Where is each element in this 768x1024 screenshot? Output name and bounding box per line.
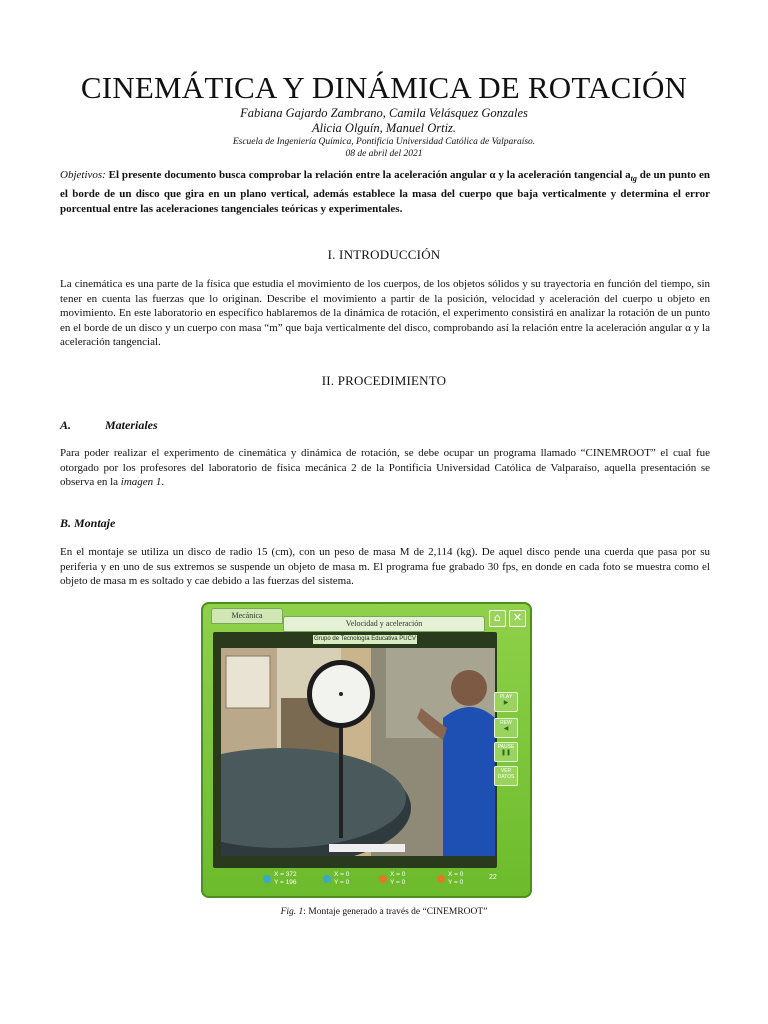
abstract-body: El presente documento busca comprobar la relación entre la aceleración angular α y la aceleración tangencial a	[108, 169, 631, 181]
rewind-icon: ◀	[503, 726, 509, 732]
readout-y: Y = 0	[448, 879, 464, 886]
experiment-video-frame	[221, 648, 495, 856]
play-icon: ▶	[503, 700, 509, 706]
readout-marker-icon[interactable]	[437, 875, 445, 883]
readout-x: X = 0	[334, 871, 350, 878]
affiliation: Escuela de Ingeniería Química, Pontificia Universidad Católica de Valparaíso.	[232, 137, 536, 147]
rewind-button[interactable]	[494, 718, 518, 738]
readout-y: Y = 0	[390, 879, 406, 886]
screen-title: Grupo de Tecnología Educativa PUCV	[314, 636, 416, 642]
close-icon[interactable]: ✕	[509, 610, 526, 627]
date: 08 de abril del 2021	[345, 149, 423, 159]
view-data-button[interactable]	[494, 766, 518, 786]
readout-marker-icon[interactable]	[379, 875, 387, 883]
readout-marker-icon[interactable]	[323, 875, 331, 883]
materials-text-end: .	[161, 476, 165, 489]
caption-text: : Montaje generado a través de “CINEMROOT”	[303, 907, 488, 917]
frame-number: 22	[489, 874, 497, 881]
figure-caption	[0, 906, 768, 918]
play-label: PLAY	[499, 694, 513, 700]
subsection-title: Materiales	[105, 418, 158, 432]
authors-line-2: Alicia Olguín, Manuel Ortiz.	[311, 121, 457, 135]
pause-label: PAUSE	[497, 744, 515, 750]
readout-y: Y = 0	[334, 879, 350, 886]
readout-x: X = 0	[390, 871, 406, 878]
readout-x: X = 0	[448, 871, 464, 878]
play-button[interactable]	[494, 692, 518, 712]
readout-x: X = 372	[274, 871, 297, 878]
materials-text: Para poder realizar el experimento de cinemática y dinámica de rotación, se debe ocupar un programa llamado “CINEMROOT” el cual fue otorgado por los profesores del laboratorio de física mecánica 2 de la Pontificia Universidad Católica de Valparaíso, aquella presentación se observa en la	[60, 447, 710, 489]
materials-paragraph	[60, 446, 710, 490]
tab-velocidad-aceleracion[interactable]: Velocidad y aceleración	[283, 616, 485, 632]
paper-title: CINEMÁTICA Y DINÁMICA DE ROTACIÓN	[80, 70, 688, 105]
pause-icon: ❚❚	[500, 750, 512, 756]
caption-label: Fig. 1	[280, 907, 304, 917]
section-heading-introduction: I. INTRODUCCIÓN	[327, 247, 441, 262]
readout-marker-icon[interactable]	[263, 875, 271, 883]
view-data-label: VER DATOS	[497, 768, 515, 780]
authors-line-1: Fabiana Gajardo Zambrano, Camila Velásquez Gonzales	[240, 106, 528, 120]
montaje-paragraph: En el montaje se utiliza un disco de radio 15 (cm), con un peso de masa M de 2,114 (kg). De aquel disco pende una cuerda que pasa por su periferia y en uno de sus extremos se suspende un objeto de masa m. El programa fue grabado 30 fps, en donde en cada foto se muestra como el objeto de masa m es soltado y cae debido a las fuerzas del sistema.	[60, 546, 710, 588]
subsection-heading-materials	[60, 418, 158, 433]
pause-button[interactable]	[494, 742, 518, 762]
home-icon[interactable]: ⌂	[489, 610, 506, 627]
abstract-subscript: tg	[630, 174, 637, 184]
abstract-lead: Objetivos:	[60, 169, 109, 181]
figure-simulator-window	[201, 602, 532, 898]
abstract-body-rest: de un punto en el borde de un disco que gira en un plano vertical, además establece la masa del cuerpo que baja verticalmente y determina el error porcentual entre las aceleraciones tangenciales teóricas y experimentales.	[60, 169, 710, 216]
subsection-heading-montaje: B. Montaje	[60, 516, 116, 530]
introduction-paragraph: La cinemática es una parte de la física que estudia el movimiento de los cuerpos, de los objetos sólidos y su trayectoria en función del tiempo, sin tener en cuenta las fuerzas que lo originan. Describe el movimiento a partir de la posición, velocidad y aceleración del cuerpo u objeto en movimiento. En este laboratorio en específico hablaremos de la dinámica de rotación, el experimento consistirá en analizar la rotación de un punto en el borde de un disco y un cuerpo con masa “m” que baja verticalmente del disco, comprobando así la relación entre la aceleración angular α y la aceleración tangencial.	[60, 278, 710, 349]
materials-image-ref: imagen 1	[120, 476, 162, 489]
readout-y: Y = 196	[274, 879, 297, 886]
abstract	[60, 168, 710, 218]
tab-mecanica[interactable]: Mecánica	[211, 608, 283, 624]
section-heading-procedure: II. PROCEDIMIENTO	[321, 373, 447, 388]
subsection-number: A.	[60, 418, 72, 432]
coordinate-readouts	[231, 868, 511, 890]
rewind-label: REW	[500, 720, 512, 726]
